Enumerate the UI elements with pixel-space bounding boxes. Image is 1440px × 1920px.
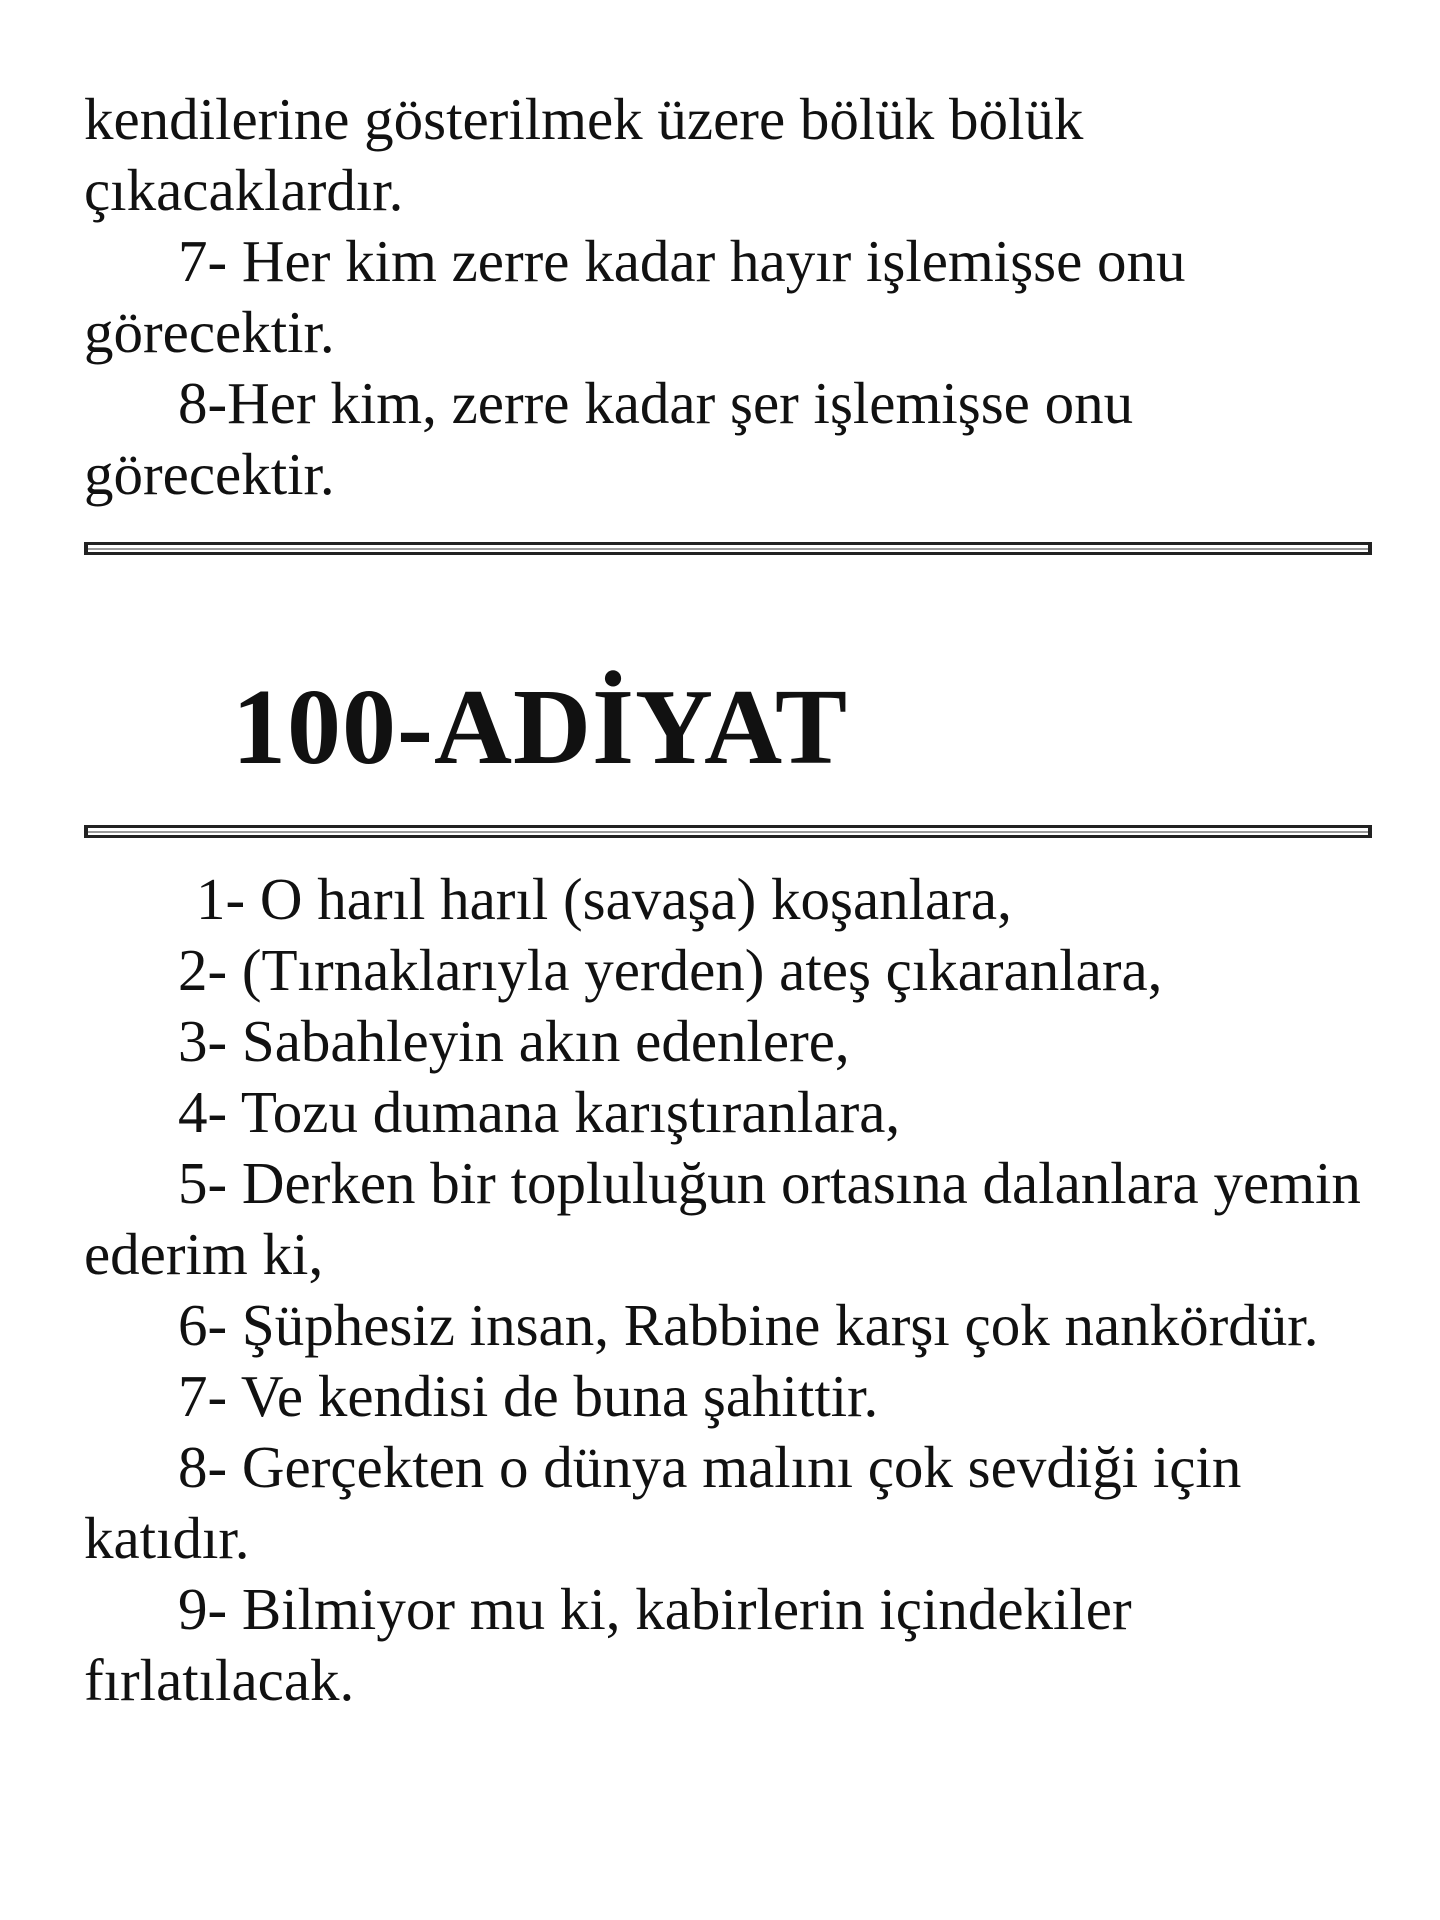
divider-top [84, 542, 1372, 555]
verse-2: 2- (Tırnaklarıyla yerden) ateş çıkaranlara, [178, 937, 1163, 1003]
verse-8: 8- Gerçekten o dünya malını çok sevdiği için katıdır. [84, 1434, 1242, 1571]
chapter-title: 100-ADİYAT [232, 668, 849, 787]
verse-8-prev: 8-Her kim, zerre kadar şer işlemişse onu görecektir. [84, 370, 1134, 507]
verse-7-prev: 7- Her kim zerre kadar hayır işlemişse onu görecektir. [84, 228, 1186, 365]
verse-5: 5- Derken bir topluluğun ortasına dalanlara yemin ederim ki, [84, 1150, 1361, 1287]
verse-3: 3- Sabahleyin akın edenlere, [178, 1008, 850, 1074]
page [84, 84, 1374, 1716]
verse-6: 6- Şüphesiz insan, Rabbine karşı çok nankördür. [178, 1292, 1319, 1358]
verse-9: 9- Bilmiyor mu ki, kabirlerin içindekiler fırlatılacak. [84, 1576, 1132, 1713]
divider-bottom [84, 825, 1372, 838]
verse-list [84, 864, 1374, 1716]
verse-1: 1- O harıl harıl (savaşa) koşanlara, [196, 866, 1012, 932]
continuation-paragraph: kendilerine gösterilmek üzere bölük bölük çıkacaklardır. [84, 86, 1084, 223]
verse-7: 7- Ve kendisi de buna şahittir. [178, 1363, 879, 1429]
verse-4: 4- Tozu dumana karıştıranlara, [178, 1079, 901, 1145]
